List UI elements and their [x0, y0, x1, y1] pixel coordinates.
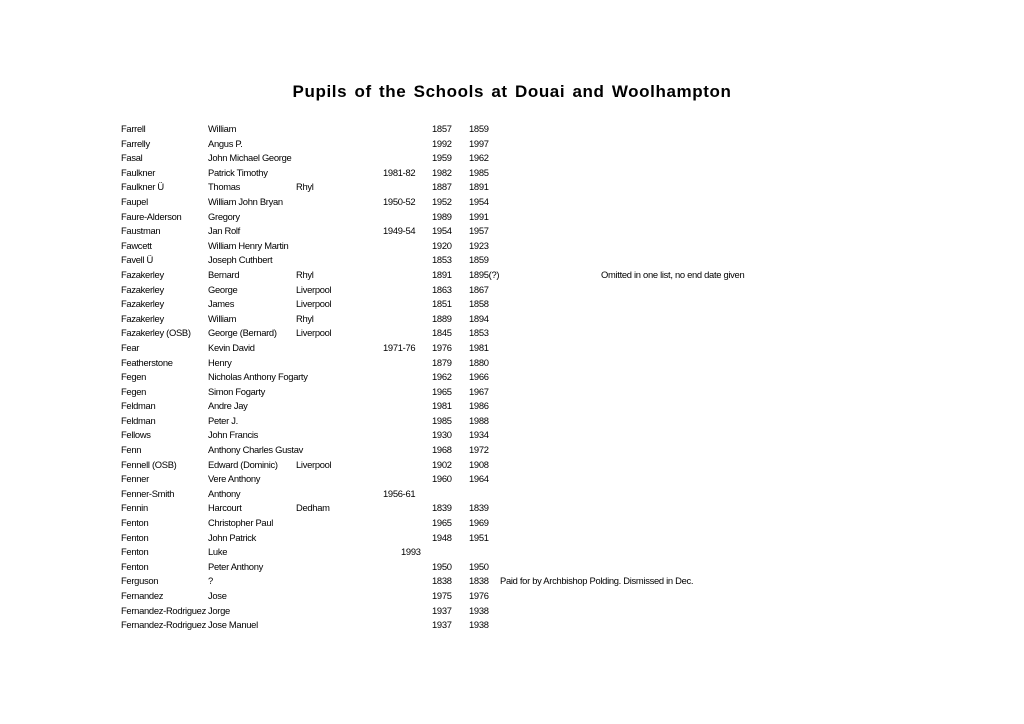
- cell-start: 1981: [432, 400, 452, 412]
- cell-surname: Fenn: [121, 444, 142, 456]
- cell-forenames: George: [208, 283, 238, 295]
- cell-start: 1857: [432, 123, 452, 134]
- cell-end: 1838: [469, 575, 489, 587]
- cell-surname: Fazakerley: [121, 283, 164, 295]
- cell-surname: Fawcett: [121, 239, 152, 251]
- cell-remark: Paid for by Archbishop Polding. Dismissed in Dec.: [500, 575, 694, 587]
- cell-start: 1853: [432, 254, 452, 266]
- cell-surname: Faure-Alderson: [121, 210, 182, 222]
- cell-forenames: Anthony Charles Gustav: [208, 444, 304, 456]
- cell-surname: Feldman: [121, 414, 156, 426]
- cell-start: 1960: [432, 473, 452, 485]
- cell-forenames: Vere Anthony: [208, 473, 261, 485]
- cell-town: Liverpool: [296, 458, 332, 470]
- table-row: [0, 516, 1024, 531]
- cell-start: 1845: [432, 327, 452, 339]
- cell-end: 1867: [469, 283, 489, 295]
- page-title: Pupils of the Schools at Douai and Woolhampton: [292, 82, 732, 101]
- table-row: [0, 618, 1024, 633]
- cell-note1: 1993: [401, 546, 421, 558]
- cell-forenames: Gregory: [208, 210, 240, 222]
- cell-start: 1937: [432, 604, 452, 616]
- cell-surname: Farrell: [121, 123, 146, 134]
- cell-start: 1930: [432, 429, 452, 441]
- table-row: [0, 326, 1024, 341]
- cell-town: Dedham: [296, 502, 330, 514]
- cell-end: 1858: [469, 298, 489, 310]
- cell-start: 1954: [432, 225, 452, 237]
- table-row: [0, 253, 1024, 268]
- cell-end: 1962: [469, 152, 489, 164]
- table-row: [0, 166, 1024, 181]
- cell-note1: 1971-76: [383, 341, 416, 353]
- cell-forenames: Anthony: [208, 487, 241, 499]
- cell-end: 1839: [469, 502, 489, 514]
- cell-forenames: William: [208, 312, 237, 324]
- cell-remark: Omitted in one list, no end date given: [601, 268, 745, 280]
- cell-town: Rhyl: [296, 312, 314, 324]
- cell-forenames: Jose Manuel: [208, 619, 258, 631]
- cell-end: 1908: [469, 458, 489, 470]
- cell-forenames: Kevin David: [208, 341, 255, 353]
- cell-forenames: William Henry Martin: [208, 239, 289, 251]
- table-row: [0, 574, 1024, 589]
- cell-end: 1991: [469, 210, 489, 222]
- cell-start: 1965: [432, 517, 452, 529]
- cell-forenames: ?: [208, 575, 213, 587]
- cell-surname: Faulkner Ü: [121, 181, 164, 193]
- table-row: [0, 428, 1024, 443]
- cell-town: Liverpool: [296, 283, 332, 295]
- cell-end: 1951: [469, 531, 489, 543]
- cell-end: 1972: [469, 444, 489, 456]
- table-row: [0, 501, 1024, 516]
- cell-forenames: Nicholas Anthony Fogarty: [208, 371, 308, 383]
- cell-forenames: George (Bernard): [208, 327, 277, 339]
- cell-forenames: Simon Fogarty: [208, 385, 266, 397]
- cell-surname: Fenner: [121, 473, 149, 485]
- cell-surname: Fazakerley: [121, 298, 164, 310]
- cell-start: 1985: [432, 414, 452, 426]
- cell-end: 1880: [469, 356, 489, 368]
- cell-start: 1887: [432, 181, 452, 193]
- cell-note1: 1950-52: [383, 195, 416, 207]
- cell-start: 1975: [432, 590, 452, 601]
- cell-surname: Favell Ü: [121, 254, 153, 266]
- cell-start: 1965: [432, 385, 452, 397]
- table-row: [0, 312, 1024, 327]
- table-row: [0, 589, 1024, 604]
- cell-start: 1920: [432, 239, 452, 251]
- cell-town: Rhyl: [296, 268, 314, 280]
- cell-note1: 1981-82: [383, 166, 416, 178]
- table-row: [0, 560, 1024, 575]
- cell-surname: Fennin: [121, 502, 148, 514]
- cell-start: 1982: [432, 166, 452, 178]
- cell-start: 1839: [432, 502, 452, 514]
- cell-surname: Fazakerley (OSB): [121, 327, 191, 339]
- cell-end: 1954: [469, 195, 489, 207]
- cell-start: 1948: [432, 531, 452, 543]
- cell-surname: Fazakerley: [121, 312, 164, 324]
- cell-forenames: William: [208, 123, 237, 134]
- cell-start: 1962: [432, 371, 452, 383]
- table-row: [0, 180, 1024, 195]
- table-row: [0, 399, 1024, 414]
- cell-forenames: John Michael George: [208, 152, 292, 164]
- cell-surname: Faupel: [121, 195, 148, 207]
- cell-forenames: Bernard: [208, 268, 240, 280]
- cell-note1: 1956-61: [383, 487, 416, 499]
- cell-end: 1997: [469, 137, 489, 149]
- cell-start: 1851: [432, 298, 452, 310]
- cell-town: Liverpool: [296, 298, 332, 310]
- cell-surname: Fenton: [121, 531, 149, 543]
- cell-surname: Fegen: [121, 385, 147, 397]
- cell-forenames: Angus P.: [208, 137, 243, 149]
- cell-forenames: Joseph Cuthbert: [208, 254, 273, 266]
- table-row: [0, 151, 1024, 166]
- cell-surname: Fazakerley: [121, 268, 164, 280]
- table-row: [0, 458, 1024, 473]
- cell-forenames: Peter J.: [208, 414, 238, 426]
- cell-end: 1859: [469, 254, 489, 266]
- table-row: [0, 443, 1024, 458]
- cell-surname: Fernandez-Rodriguez: [121, 604, 206, 616]
- cell-end: 1934: [469, 429, 489, 441]
- table-row: [0, 370, 1024, 385]
- cell-surname: Fenton: [121, 560, 149, 572]
- cell-start: 1863: [432, 283, 452, 295]
- cell-start: 1952: [432, 195, 452, 207]
- cell-start: 1976: [432, 341, 452, 353]
- cell-end: 1923: [469, 239, 489, 251]
- table-row: [0, 531, 1024, 546]
- cell-town: Rhyl: [296, 181, 314, 193]
- cell-forenames: Jan Rolf: [208, 225, 240, 237]
- cell-surname: Ferguson: [121, 575, 159, 587]
- cell-surname: Featherstone: [121, 356, 173, 368]
- cell-forenames: Patrick Timothy: [208, 166, 268, 178]
- cell-surname: Farrelly: [121, 137, 150, 149]
- table-row: [0, 385, 1024, 400]
- cell-end: 1988: [469, 414, 489, 426]
- cell-end: 1891: [469, 181, 489, 193]
- cell-note1: 1949-54: [383, 225, 416, 237]
- cell-forenames: Jorge: [208, 604, 230, 616]
- cell-forenames: Peter Anthony: [208, 560, 263, 572]
- cell-end: 1859: [469, 123, 489, 134]
- cell-start: 1891: [432, 268, 452, 280]
- cell-surname: Feldman: [121, 400, 156, 412]
- cell-start: 1950: [432, 560, 452, 572]
- table-row: [0, 224, 1024, 239]
- cell-forenames: Andre Jay: [208, 400, 248, 412]
- table-row: [0, 122, 1024, 137]
- cell-end: 1950: [469, 560, 489, 572]
- table-row: [0, 283, 1024, 298]
- table-row: [0, 268, 1024, 283]
- table-row: [0, 487, 1024, 502]
- cell-surname: Fegen: [121, 371, 147, 383]
- cell-forenames: John Francis: [208, 429, 259, 441]
- cell-surname: Faustman: [121, 225, 161, 237]
- cell-forenames: Thomas: [208, 181, 241, 193]
- table-row: [0, 239, 1024, 254]
- cell-town: Liverpool: [296, 327, 332, 339]
- table-row: [0, 137, 1024, 152]
- cell-end: 1957: [469, 225, 489, 237]
- table-row: [0, 604, 1024, 619]
- cell-end: 1853: [469, 327, 489, 339]
- table-row: [0, 297, 1024, 312]
- pupil-list: [0, 122, 1024, 633]
- cell-surname: Fellows: [121, 429, 151, 441]
- cell-start: 1937: [432, 619, 452, 631]
- cell-surname: Fear: [121, 341, 140, 353]
- cell-end: 1969: [469, 517, 489, 529]
- table-row: [0, 210, 1024, 225]
- table-row: [0, 545, 1024, 560]
- cell-surname: Faulkner: [121, 166, 156, 178]
- cell-start: 1838: [432, 575, 452, 587]
- cell-end: 1938: [469, 604, 489, 616]
- cell-start: 1989: [432, 210, 452, 222]
- table-row: [0, 472, 1024, 487]
- cell-surname: Fernandez-Rodriguez: [121, 619, 206, 631]
- cell-end: 1938: [469, 619, 489, 631]
- table-row: [0, 356, 1024, 371]
- cell-end: 1985: [469, 166, 489, 178]
- cell-end: 1895(?): [469, 268, 500, 280]
- cell-surname: Fenton: [121, 546, 149, 558]
- cell-forenames: John Patrick: [208, 531, 256, 543]
- cell-surname: Fenner-Smith: [121, 487, 175, 499]
- cell-start: 1889: [432, 312, 452, 324]
- cell-forenames: Christopher Paul: [208, 517, 274, 529]
- cell-forenames: Harcourt: [208, 502, 242, 514]
- cell-forenames: Edward (Dominic): [208, 458, 278, 470]
- cell-end: 1894: [469, 312, 489, 324]
- cell-forenames: William John Bryan: [208, 195, 283, 207]
- cell-forenames: Jose: [208, 590, 227, 601]
- cell-forenames: Henry: [208, 356, 232, 368]
- cell-surname: Fennell (OSB): [121, 458, 177, 470]
- cell-end: 1976: [469, 590, 489, 601]
- cell-end: 1966: [469, 371, 489, 383]
- cell-start: 1992: [432, 137, 452, 149]
- cell-surname: Fernandez: [121, 590, 164, 601]
- cell-start: 1959: [432, 152, 452, 164]
- cell-start: 1879: [432, 356, 452, 368]
- cell-surname: Fasal: [121, 152, 143, 164]
- cell-surname: Fenton: [121, 517, 149, 529]
- cell-end: 1986: [469, 400, 489, 412]
- cell-end: 1964: [469, 473, 489, 485]
- table-row: [0, 341, 1024, 356]
- table-row: [0, 414, 1024, 429]
- cell-start: 1968: [432, 444, 452, 456]
- cell-start: 1902: [432, 458, 452, 470]
- cell-end: 1981: [469, 341, 489, 353]
- table-row: [0, 195, 1024, 210]
- cell-forenames: James: [208, 298, 235, 310]
- cell-end: 1967: [469, 385, 489, 397]
- cell-forenames: Luke: [208, 546, 228, 558]
